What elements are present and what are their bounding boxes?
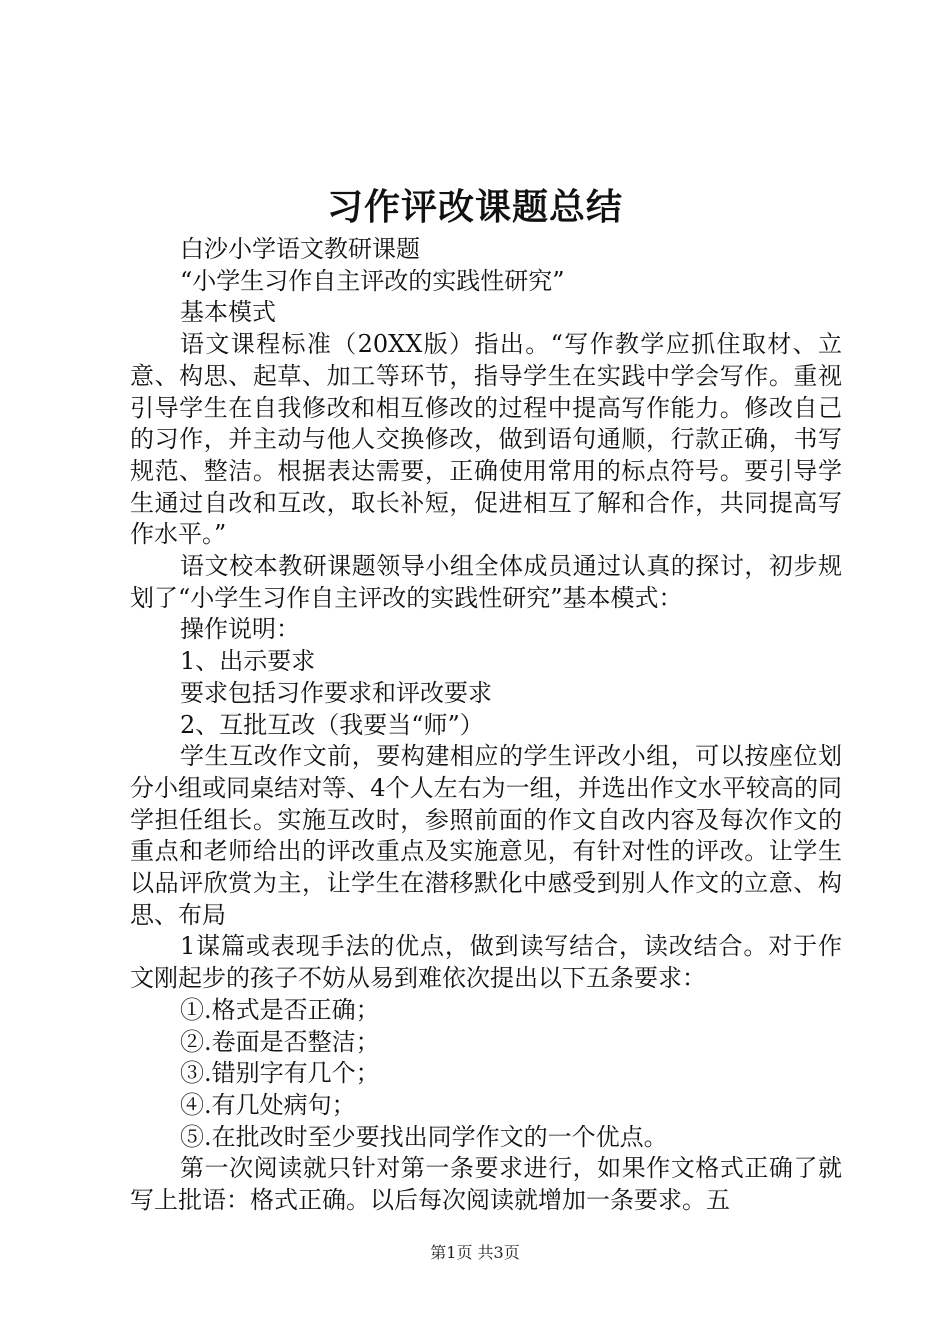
paragraph-school-name: 白沙小学语文教研课题 <box>180 235 420 263</box>
list-item-requirement-1: ①.格式是否正确； <box>180 995 380 1024</box>
paragraph-first-reading: 第一次阅读就只针对第一条要求进行，如果作文格式正确了就写上批语：格式正确。以后每次阅读就增加一条要求。五 <box>130 1154 842 1215</box>
paragraph-operation-heading: 操作说明： <box>180 615 300 644</box>
paragraph-five-requirements: 1谋篇或表现手法的优点，做到读写结合，读改结合。对于作文刚起步的孩子不妨从易到难依次提出以下五条要求： <box>130 932 842 993</box>
document-title: 习作评改课题总结 <box>326 186 623 228</box>
list-item-requirement-2: ②.卷面是否整洁； <box>180 1027 380 1056</box>
list-item-requirement-3: ③.错别字有几个； <box>180 1059 380 1088</box>
paragraph-group-planning: 语文校本教研课题领导小组全体成员通过认真的探讨，初步规划了“小学生习作自主评改的实践性研究”基本模式： <box>130 552 842 612</box>
paragraph-basic-mode: 基本模式 <box>180 298 276 327</box>
paragraph-step-1: 1、出示要求 <box>180 647 316 676</box>
list-item-requirement-4: ④.有几处病句； <box>180 1090 356 1119</box>
paragraph-peer-review: 学生互改作文前，要构建相应的学生评改小组，可以按座位划分小组或同桌结对等、4个人左右为一组，并选出作文水平较高的同学担任组长。实施互改时，参照前面的作文自改内容及每次作文的重点和老师给出的评改重点及实施意见，有针对性的评改。让学生以品评欣赏为主，让学生在潜移默化中感受到别人作文的立意、构思、布局 <box>130 742 842 929</box>
paragraph-step-2: 2、互批互改（我要当“师”） <box>180 710 484 739</box>
paragraph-curriculum-standard: 语文课程标准（20XX版）指出。“写作教学应抓住取材、立意、构思、起草、加工等环节，指导学生在实践中学会写作。重视引导学生在自我修改和相互修改的过程中提高写作能力。修改自己的习作，并主动与他人交换修改，做到语句通顺，行款正确，书写规范、整洁。根据表达需要，正确使用常用的标点符号。要引导学生通过自改和互改，取长补短，促进相互了解和合作，共同提高写作水平。” <box>130 330 842 549</box>
list-item-requirement-5: ⑤.在批改时至少要找出同学作文的一个优点。 <box>180 1122 668 1151</box>
document-body <box>130 234 842 1217</box>
paragraph-project-title: “小学生习作自主评改的实践性研究” <box>180 266 565 295</box>
paragraph-step-1-detail: 要求包括习作要求和评改要求 <box>180 678 492 707</box>
page-footer: 第1页 共3页 <box>430 1243 520 1262</box>
